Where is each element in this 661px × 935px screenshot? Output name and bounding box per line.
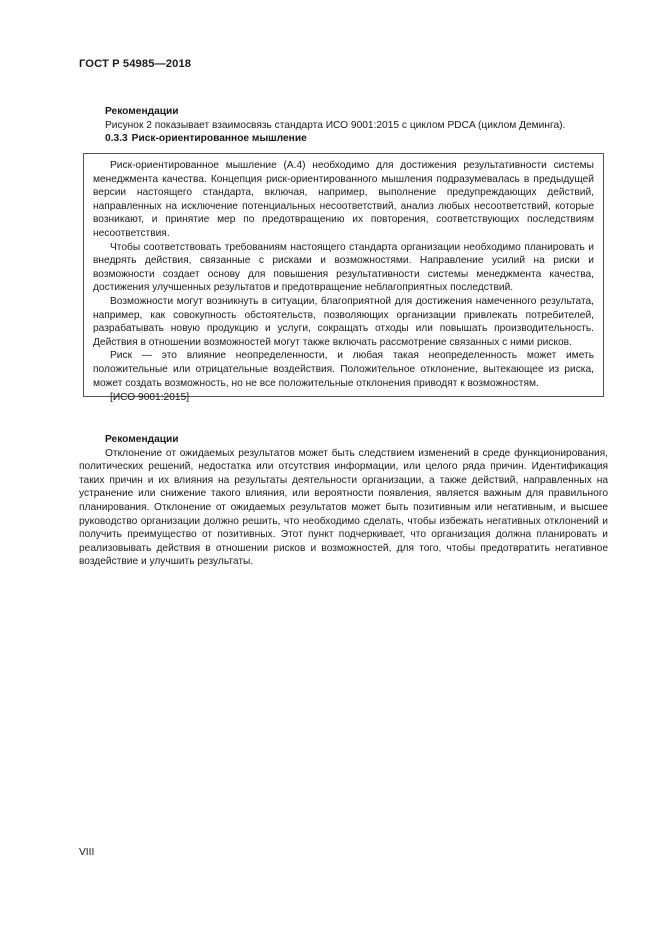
recommendations-section-1 xyxy=(79,105,608,146)
recommendations-title: Рекомендации xyxy=(105,106,179,117)
document-header: ГОСТ Р 54985—2018 xyxy=(79,58,192,70)
section-heading xyxy=(79,132,608,146)
quote-paragraph: Риск-ориентированное мышление (А.4) необходимо для достижения результативности системы менеджмента качества. Концепция риск-ориентированного мышления подразумевалась в предыдущей версии настоящего стандарта, включая, например, выполнение предупреждающих действий, направленных на исключение потенциальных несоответствий, анализ любых несоответствий, которые возникают, и принятие мер по предотвращению их повторения, соответствующих последствиям несоответствия. xyxy=(93,160,594,239)
quote-paragraph: Возможности могут возникнуть в ситуации, благоприятной для достижения намеченного результата, например, как совокупность обстоятельств, позволяющих организации привлекать потребителей, разрабатывать новую продукцию и услуги, сокращать отходы или повышать производительность. Действия в отношении возможностей могут также включать рассмотрение связанных с ними рисков. xyxy=(93,295,594,348)
quote-paragraph: Чтобы соответствовать требованиям настоящего стандарта организации необходимо планировать и внедрять действия, связанные с рисками и возможностями. Направление усилий на риски и возможности создает основу для повышения результативности системы менеджмента качества, достижения улучшенных результатов и предотвращение неблагоприятных последствий. xyxy=(93,241,594,294)
quote-box xyxy=(83,153,604,404)
quote-paragraph: Риск — это влияние неопределенности, и любая такая неопределенность может иметь положительные или отрицательные воздействия. Положительное отклонение, вытекающее из риска, может создать возможность, но не все положительные отклонения приводят к возможностям. xyxy=(93,350,594,389)
recommendations-section-2 xyxy=(79,433,608,569)
recommendations-text: Отклонение от ожидаемых результатов может быть следствием изменений в среде функционирования, политических решений, недостатка или отсутствия информации, или целого ряда причин. Идентификация таких причин и их влияния на результаты деятельности организации, а также действий, направленных на устранение или снижение такого влияния, или вероятности появления, является важным для правильного планирования. Отклонение от ожидаемых результатов может быть позитивным или негативным, и высшее руководство организации должно решить, что необходимо сделать, чтобы избежать негативных отклонений и получить преимущество от позитивных. Этот пункт подчеркивает, что организация должна планировать и реализовывать действия в отношении рисков и возможностей, для того, чтобы предотвратить негативное воздействие и улучшить результаты. xyxy=(79,447,608,568)
section-number: 0.3.3 xyxy=(105,133,128,145)
page-number: VIII xyxy=(79,847,95,858)
recommendations-text: Рисунок 2 показывает взаимосвязь стандарта ИСО 9001:2015 с циклом PDCA (циклом Деминга). xyxy=(105,119,566,131)
quote-citation: [ИСО 9001:2015] xyxy=(110,392,190,404)
section-title: Риск-ориентированное мышление xyxy=(131,133,307,145)
recommendations-title: Рекомендации xyxy=(105,434,179,445)
